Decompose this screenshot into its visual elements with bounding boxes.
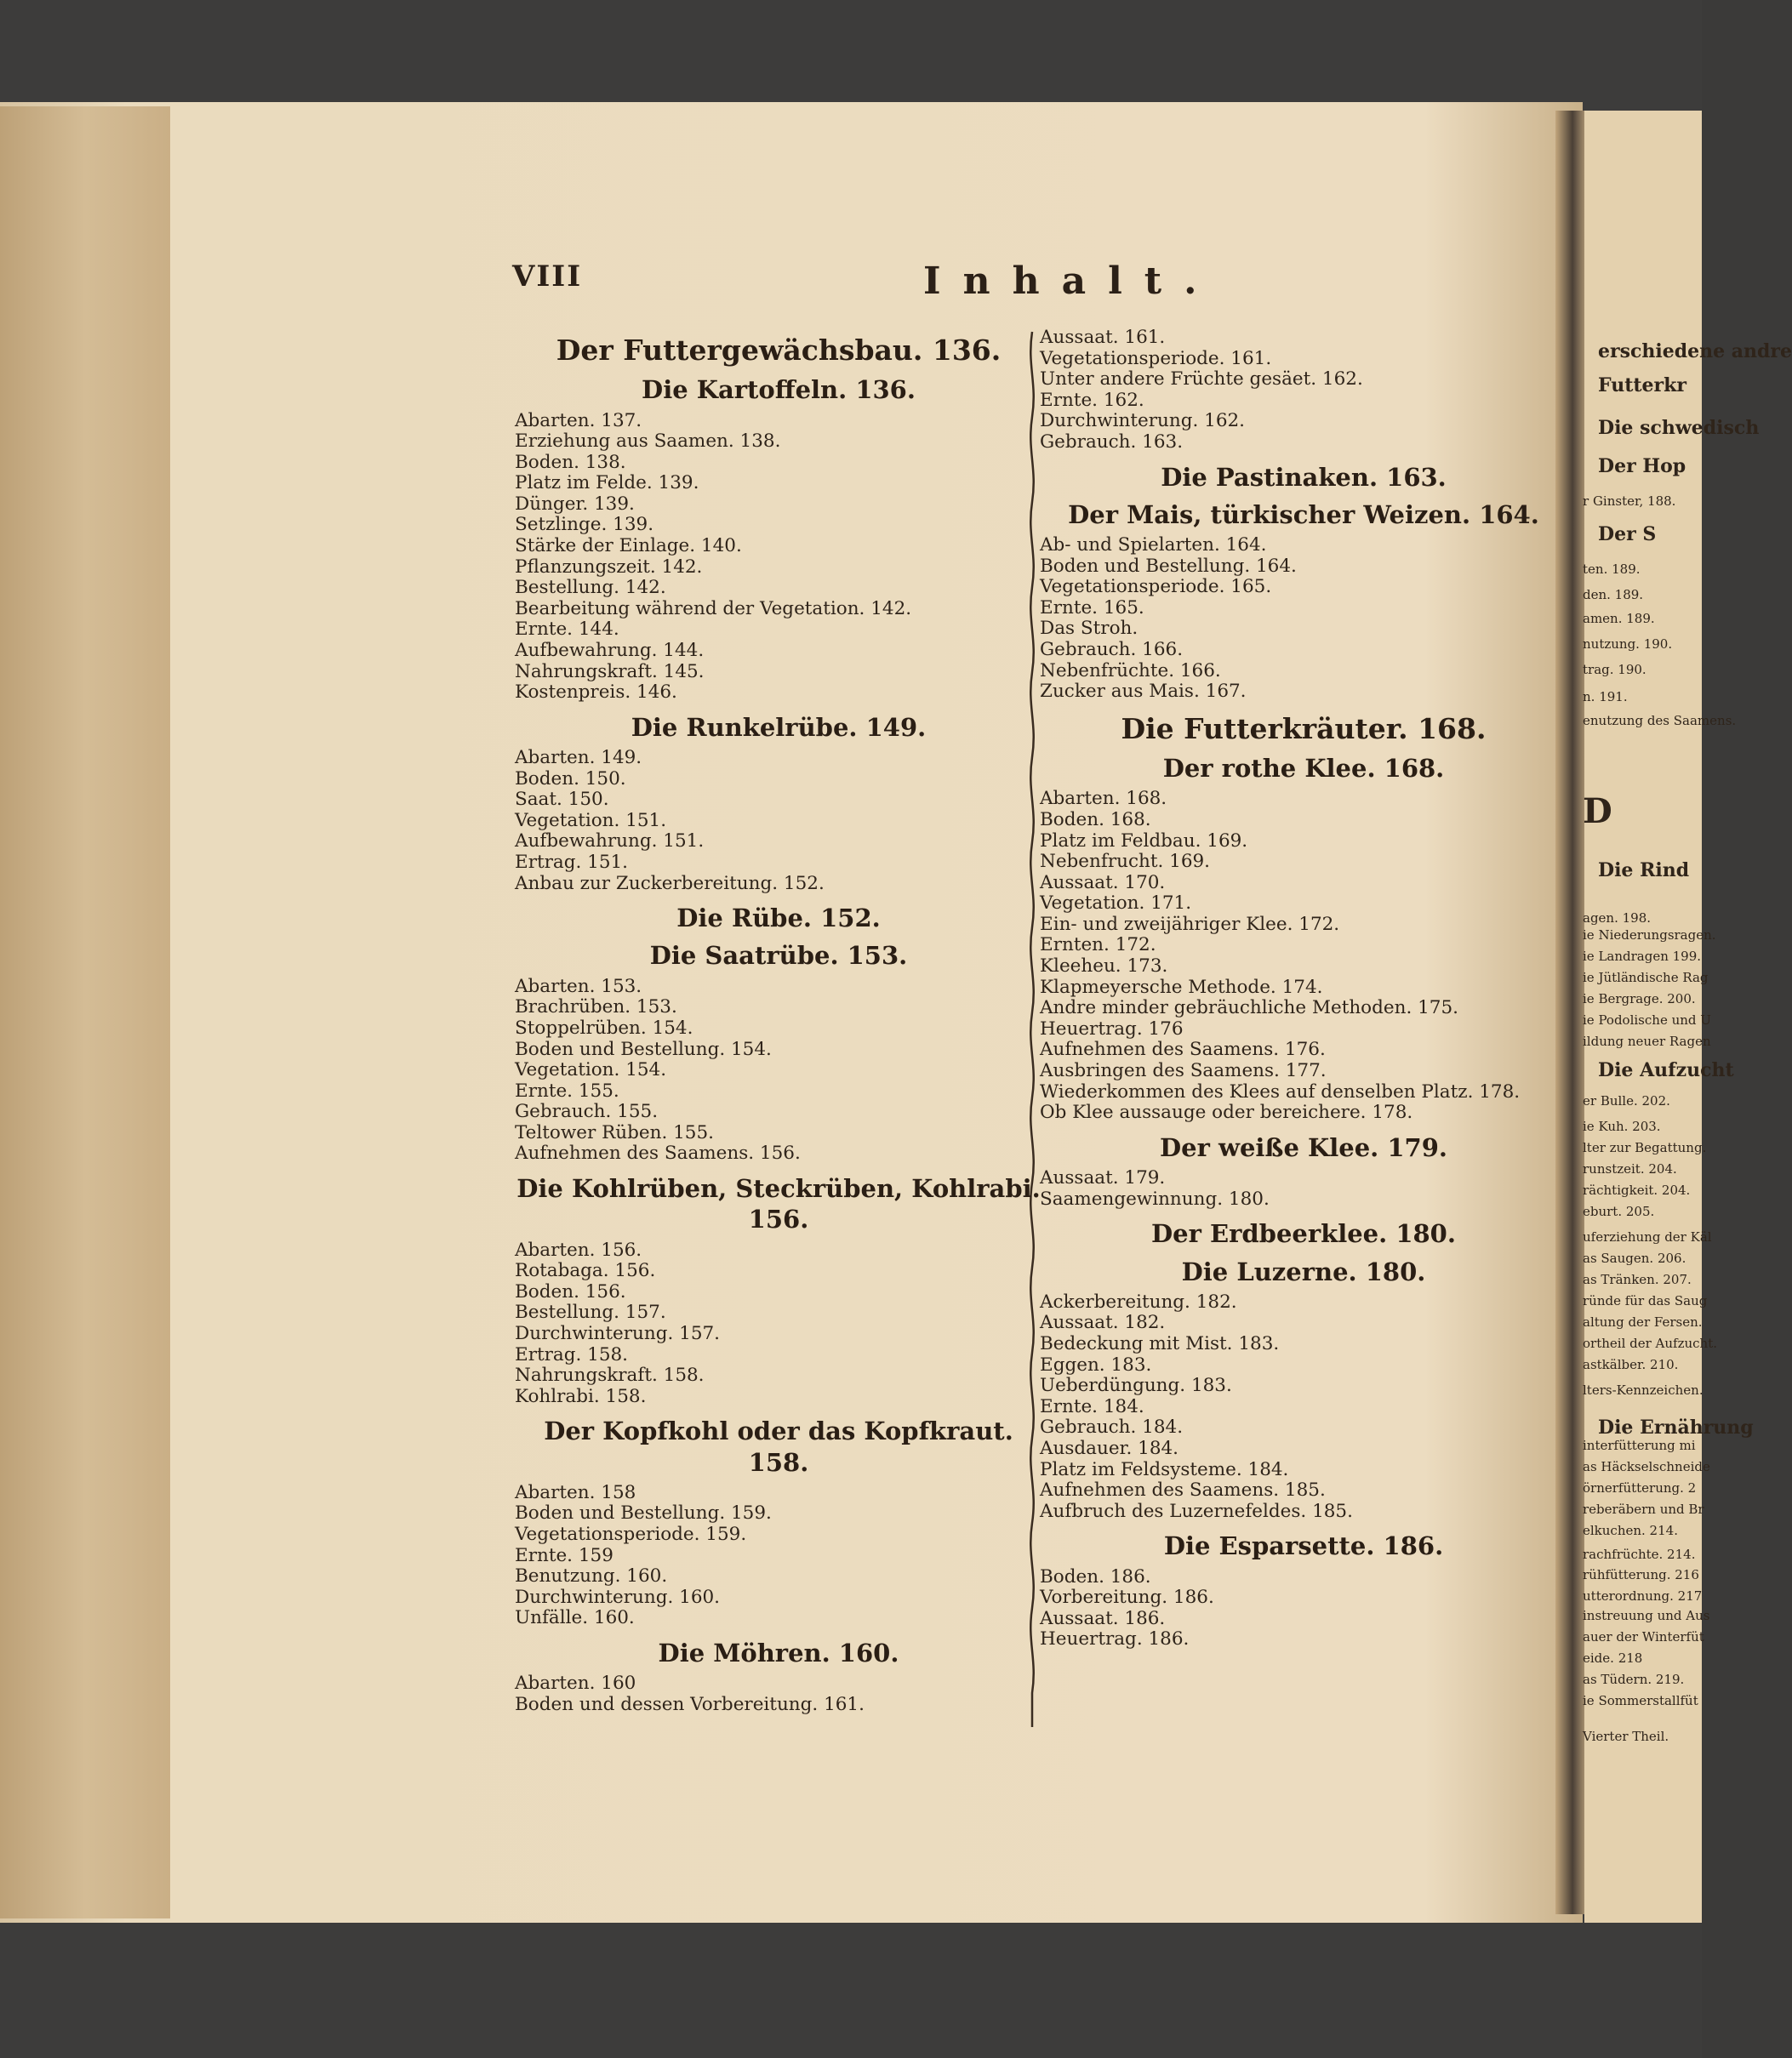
toc-entry: Vorbereitung. 186.: [1040, 1587, 1214, 1609]
toc-entry: Nahrungskraft. 145.: [515, 660, 705, 682]
toc-entry: Brachrüben. 153.: [515, 996, 677, 1018]
facing-page-line: rühfütterung. 216: [1583, 1567, 1699, 1582]
facing-page-line: ie Bergrage. 200.: [1583, 991, 1696, 1006]
facing-page-line: r Ginster, 188.: [1583, 493, 1676, 509]
toc-entry: Ob Klee aussauge oder bereichere. 178.: [1040, 1102, 1413, 1124]
section-title: Die Saatrübe. 153.: [649, 941, 908, 971]
section-title: Der rothe Klee. 168.: [1162, 754, 1445, 784]
toc-entry: Boden und Bestellung. 154.: [515, 1038, 772, 1060]
toc-entry: Aufnehmen des Saamens. 156.: [515, 1143, 801, 1165]
toc-entry: Durchwinterung. 160.: [515, 1586, 721, 1608]
toc-entry: Boden und Bestellung. 159.: [515, 1502, 772, 1525]
facing-page-line: ortheil der Aufzucht.: [1583, 1336, 1718, 1351]
facing-page-line: ten. 189.: [1583, 562, 1641, 577]
toc-entry: Vegetationsperiode. 165.: [1040, 576, 1272, 598]
toc-entry: Vegetation. 154.: [515, 1059, 667, 1081]
section-title: Der Kopfkohl oder das Kopfkraut. 158.: [544, 1417, 1013, 1477]
section-title: Die Pastinaken. 163.: [1161, 462, 1447, 492]
toc-section: [515, 1638, 1042, 1715]
toc-section: [1040, 1257, 1567, 1523]
facing-page-line: enutzung des Saamens.: [1583, 713, 1737, 728]
toc-entry: Bestellung. 157.: [515, 1302, 666, 1324]
facing-page-line: agen. 198.: [1583, 910, 1652, 926]
facing-page-line: as Häckselschneide: [1583, 1459, 1710, 1474]
toc-entry: Vegetation. 151.: [515, 809, 667, 831]
facing-page-line: runstzeit. 204.: [1583, 1161, 1677, 1177]
toc-entry: Kleeheu. 173.: [1040, 955, 1168, 978]
entry-list: [515, 1483, 1042, 1629]
toc-section: [1040, 753, 1567, 1124]
toc-entry: Benutzung. 160.: [515, 1565, 668, 1588]
toc-section: [1040, 499, 1567, 703]
facing-page-line: Der S: [1598, 523, 1657, 545]
section-title: Die Futterkräuter. 168.: [1121, 711, 1487, 745]
toc-entry: Erziehung aus Saamen. 138.: [515, 430, 781, 453]
toc-entry: Gebrauch. 166.: [1040, 639, 1184, 661]
toc-entry: Gebrauch. 184.: [1040, 1417, 1184, 1439]
toc-entry: Boden. 186.: [1040, 1565, 1151, 1588]
toc-entry: Vegetationsperiode. 159.: [515, 1524, 747, 1545]
toc-entry: Heuertrag. 176: [1040, 1018, 1184, 1040]
section-title: Der Mais, türkischer Weizen. 164.: [1068, 499, 1539, 529]
toc-entry: Aufbewahrung. 144.: [515, 640, 705, 662]
toc-entry: Rotabaga. 156.: [515, 1260, 656, 1282]
toc-entry: Boden. 168.: [1040, 808, 1151, 830]
section-title: Die Runkelrübe. 149.: [631, 712, 927, 742]
toc-entry: Zucker aus Mais. 167.: [1040, 681, 1247, 703]
toc-entry: Eggen. 183.: [1040, 1354, 1152, 1376]
toc-entry: Stoppelrüben. 154.: [515, 1017, 693, 1039]
facing-page-line: ie Landragen 199.: [1583, 949, 1702, 964]
section-title: Die Luzerne. 180.: [1181, 1257, 1426, 1286]
facing-page-line: Die Aufzucht: [1598, 1059, 1734, 1081]
facing-page-line: Der Hop: [1598, 455, 1686, 477]
facing-page-line: rächtigkeit. 204.: [1583, 1183, 1691, 1198]
toc-section: [515, 333, 1042, 368]
facing-page-line: interfütterung mi: [1583, 1438, 1696, 1453]
toc-entry: Ernten. 172.: [1040, 934, 1156, 956]
toc-section: [515, 374, 1042, 704]
facing-page-line: eburt. 205.: [1583, 1204, 1655, 1219]
page-heading: Inhalt.: [923, 259, 1219, 303]
toc-entry: Bearbeitung während der Vegetation. 142.: [515, 597, 912, 619]
toc-entry: Ertrag. 151.: [515, 852, 629, 874]
toc-entry: Setzlinge. 139.: [515, 514, 654, 536]
facing-page-line: D: [1583, 791, 1612, 831]
toc-entry: Boden. 150.: [515, 767, 626, 790]
toc-section: [1040, 1531, 1567, 1650]
facing-page-line: amen. 189.: [1583, 611, 1655, 626]
facing-page-fragment: [1581, 315, 1792, 1761]
toc-entry: Aufnehmen des Saamens. 185.: [1040, 1479, 1326, 1502]
entry-list: [1040, 1168, 1567, 1210]
facing-page-line: ie Kuh. 203.: [1583, 1119, 1661, 1134]
page-number: VIII: [512, 259, 583, 294]
facing-page-line: as Tüdern. 219.: [1583, 1672, 1685, 1687]
section-title: Die Rübe. 152.: [676, 904, 881, 933]
entry-list: [515, 1673, 1042, 1715]
facing-page-line: Die Rind: [1598, 859, 1690, 881]
facing-page-line: n. 191.: [1583, 689, 1628, 704]
toc-section: [515, 1173, 1042, 1407]
facing-page-line: astkälber. 210.: [1583, 1357, 1679, 1372]
facing-page-line: utterordnung. 217: [1583, 1588, 1703, 1604]
toc-entry: Nebenfrüchte. 166.: [1040, 659, 1221, 681]
facing-page-line: er Bulle. 202.: [1583, 1093, 1670, 1109]
toc-section: [1040, 1218, 1567, 1249]
toc-entry: Abarten. 153.: [515, 975, 642, 997]
toc-entry: Platz im Felde. 139.: [515, 472, 699, 494]
toc-entry: Abarten. 168.: [1040, 788, 1167, 810]
entry-list: [1040, 535, 1567, 703]
section-title: Die Kohlrüben, Steckrüben, Kohlrabi. 156.: [516, 1174, 1041, 1234]
toc-entry: Ackerbereitung. 182.: [1040, 1291, 1237, 1313]
toc-entry: Platz im Feldsysteme. 184.: [1040, 1458, 1289, 1480]
toc-entry: Gebrauch. 155.: [515, 1101, 659, 1123]
toc-entry: Stärke der Einlage. 140.: [515, 535, 742, 557]
entry-list: [1040, 328, 1567, 453]
toc-entry: Saamengewinnung. 180.: [1040, 1188, 1270, 1210]
toc-entry: Heuertrag. 186.: [1040, 1628, 1190, 1650]
toc-entry: Aufbewahrung. 151.: [515, 830, 705, 852]
facing-page-line: as Tränken. 207.: [1583, 1272, 1692, 1287]
toc-entry: Nahrungskraft. 158.: [515, 1365, 705, 1387]
toc-entry: Bestellung. 142.: [515, 577, 666, 599]
facing-page-line: ie Podolische und U: [1583, 1012, 1711, 1028]
facing-page-line: erschiedene andre: [1598, 340, 1792, 362]
toc-section: [515, 712, 1042, 894]
facing-page-line: trag. 190.: [1583, 662, 1646, 677]
toc-entry: Abarten. 149.: [515, 747, 642, 769]
toc-entry: Durchwinterung. 157.: [515, 1322, 721, 1344]
toc-entry: Ernte. 184.: [1040, 1395, 1144, 1417]
toc-entry: Gebrauch. 163.: [1040, 430, 1184, 453]
facing-page-line: örnerfütterung. 2: [1583, 1480, 1697, 1496]
toc-entry: Teltower Rüben. 155.: [515, 1121, 715, 1143]
section-title: Der Futtergewächsbau. 136.: [556, 333, 1002, 367]
toc-entry: Boden und Bestellung. 164.: [1040, 555, 1297, 577]
toc-entry: Ausbringen des Saamens. 177.: [1040, 1060, 1327, 1082]
toc-section: [515, 903, 1042, 933]
toc-entry: Aufbruch des Luzernefeldes. 185.: [1040, 1500, 1353, 1522]
toc-entry: Abarten. 160: [515, 1673, 636, 1695]
toc-entry: Unfälle. 160.: [515, 1607, 635, 1629]
toc-entry: Durchwinterung. 162.: [1040, 410, 1246, 432]
toc-entry: Ab- und Spielarten. 164.: [1040, 534, 1267, 556]
section-title: Die Esparsette. 186.: [1163, 1531, 1444, 1561]
facing-page-line: altung der Fersen.: [1583, 1314, 1703, 1330]
entry-list: [1040, 789, 1567, 1124]
toc-entry: Ernte. 144.: [515, 619, 619, 641]
toc-entry: Nebenfrucht. 169.: [1040, 851, 1211, 873]
toc-entry: Anbau zur Zuckerbereitung. 152.: [515, 872, 825, 894]
toc-entry: Ernte. 162.: [1040, 389, 1144, 411]
section-title: Die Möhren. 160.: [658, 1638, 899, 1667]
toc-section: [1040, 462, 1567, 493]
toc-entry: Ueberdüngung. 183.: [1040, 1375, 1232, 1397]
toc-entry: Wiederkommen des Klees auf denselben Platz. 178.: [1040, 1080, 1521, 1103]
entry-list: [515, 1240, 1042, 1408]
entry-list: [1040, 1292, 1567, 1523]
entry-list: [515, 748, 1042, 894]
facing-page-line: ie Jütländische Rag: [1583, 970, 1709, 985]
facing-page-line: lter zur Begattung.: [1583, 1140, 1707, 1155]
toc-entry: Vegetation. 171.: [1040, 892, 1192, 915]
facing-page-line: as Saugen. 206.: [1583, 1251, 1686, 1266]
toc-entry: Abarten. 137.: [515, 409, 642, 431]
toc-entry: Ausdauer. 184.: [1040, 1437, 1179, 1459]
facing-page-line: uferziehung der Käl: [1583, 1229, 1712, 1245]
section-title: Die Kartoffeln. 136.: [642, 375, 916, 405]
toc-entry: Andre minder gebräuchliche Methoden. 175.: [1040, 997, 1459, 1019]
toc-entry: Platz im Feldbau. 169.: [1040, 829, 1248, 852]
toc-section: [1040, 711, 1567, 746]
facing-page-line: Futterkr: [1598, 374, 1686, 396]
toc-entry: Saat. 150.: [515, 789, 609, 811]
toc-entry: Vegetationsperiode. 161.: [1040, 347, 1272, 369]
toc-entry: Abarten. 156.: [515, 1239, 642, 1261]
facing-page-line: elkuchen. 214.: [1583, 1523, 1678, 1538]
facing-page-line: nutzung. 190.: [1583, 636, 1673, 652]
section-title: Der weiße Klee. 179.: [1160, 1132, 1447, 1162]
facing-page-line: ildung neuer Ragen: [1583, 1034, 1711, 1049]
toc-entry: Klapmeyersche Methode. 174.: [1040, 976, 1323, 998]
facing-page-line: eide. 218: [1583, 1650, 1643, 1666]
toc-section: [1040, 328, 1567, 453]
facing-page-line: reberäbern und Br: [1583, 1502, 1704, 1517]
toc-entry: Aussaat. 186.: [1040, 1607, 1166, 1629]
facing-page-line: auer der Winterfüt: [1583, 1629, 1704, 1645]
entry-list: [1040, 1567, 1567, 1650]
toc-entry: Aussaat. 182.: [1040, 1312, 1166, 1334]
toc-entry: Boden und dessen Vorbereitung. 161.: [515, 1693, 865, 1715]
toc-entry: Aussaat. 179.: [1040, 1167, 1166, 1189]
facing-page-line: Die Ernährung: [1598, 1417, 1754, 1439]
toc-entry: Unter andere Früchte gesäet. 162.: [1040, 368, 1363, 391]
toc-entry: Ertrag. 158.: [515, 1343, 629, 1365]
facing-page-line: rachfrüchte. 214.: [1583, 1547, 1696, 1562]
facing-page-line: den. 189.: [1583, 587, 1644, 602]
facing-page-line: Die schwedisch: [1598, 417, 1760, 439]
entry-list: [515, 411, 1042, 704]
toc-entry: Ernte. 155.: [515, 1080, 619, 1102]
toc-entry: Ein- und zweijähriger Klee. 172.: [1040, 913, 1340, 935]
facing-page-line: instreuung und Aus: [1583, 1608, 1710, 1623]
toc-entry: Pflanzungszeit. 142.: [515, 556, 703, 578]
facing-page-line: Vierter Theil.: [1583, 1729, 1669, 1744]
entry-list: [515, 977, 1042, 1165]
toc-entry: Ernte. 159: [515, 1544, 614, 1566]
facing-page-line: ie Niederungsragen.: [1583, 927, 1716, 943]
toc-entry: Boden. 156.: [515, 1280, 626, 1303]
facing-page-line: ie Sommerstallfüt: [1583, 1693, 1698, 1708]
toc-entry: Aufnehmen des Saamens. 176.: [1040, 1039, 1326, 1061]
toc-entry: Das Stroh.: [1040, 618, 1139, 640]
toc-entry: Boden. 138.: [515, 451, 626, 473]
toc-entry: Ernte. 165.: [1040, 596, 1144, 619]
toc-entry: Aussaat. 170.: [1040, 871, 1166, 893]
toc-entry: Kohlrabi. 158.: [515, 1385, 647, 1407]
toc-section: [515, 940, 1042, 1165]
left-column: [515, 328, 1042, 1724]
toc-entry: Dünger. 139.: [515, 493, 635, 515]
toc-section: [515, 1416, 1042, 1629]
toc-section: [1040, 1132, 1567, 1210]
facing-page-line: ründe für das Saug: [1583, 1293, 1708, 1308]
right-column: [1040, 328, 1567, 1659]
facing-page-line: lters-Kennzeichen.: [1583, 1382, 1704, 1398]
toc-entry: Kostenpreis. 146.: [515, 681, 677, 704]
toc-entry: Bedeckung mit Mist. 183.: [1040, 1332, 1280, 1354]
toc-entry: Aussaat. 161.: [1040, 327, 1166, 348]
section-title: Der Erdbeerklee. 180.: [1151, 1219, 1456, 1249]
toc-entry: Abarten. 158: [515, 1481, 636, 1503]
